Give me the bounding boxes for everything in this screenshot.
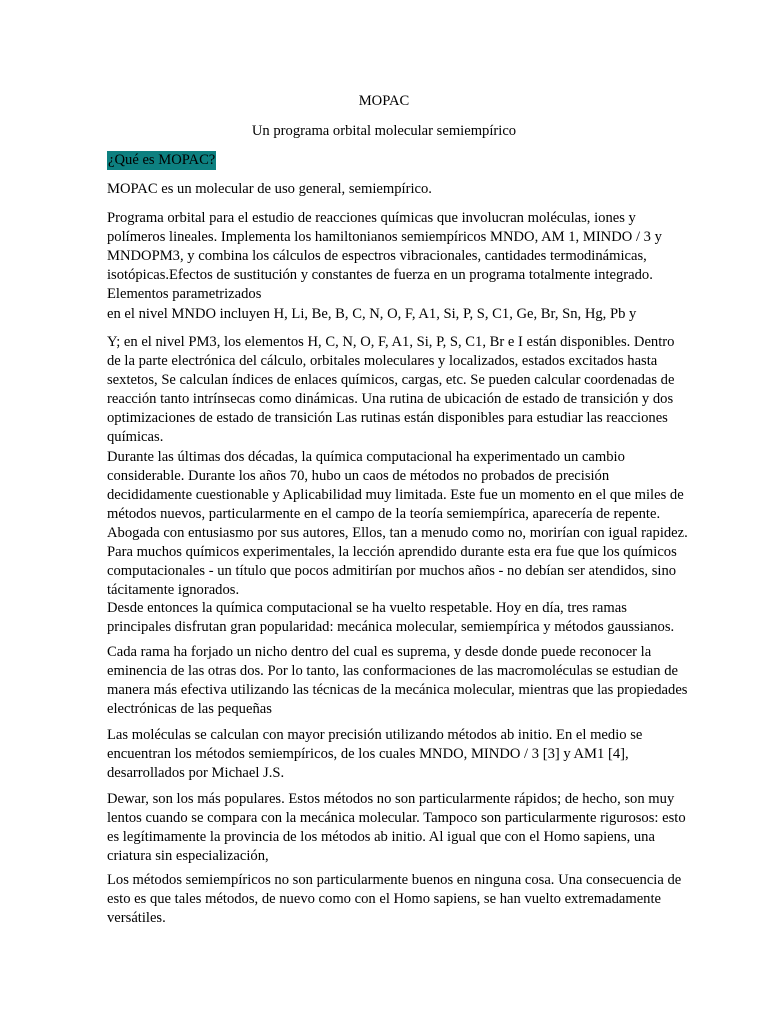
paragraph-line: principales disfrutan gran popularidad: mecánica molecular, semiempírica y métodos gaussianos. (107, 619, 675, 635)
document-subtitle: Un programa orbital molecular semiempírico (251, 123, 517, 139)
paragraph-ab-initio (107, 726, 667, 783)
paragraph-line: Durante las últimas dos décadas, la química computacional ha experimentado un cambio (107, 449, 625, 465)
paragraph-line: Desde entonces la química computacional se ha vuelto respetable. Hoy en día, tres ramas (107, 600, 627, 616)
document-title: MOPAC (358, 93, 410, 109)
paragraph-line: Los métodos semiempíricos no son particularmente buenos en ninguna cosa. Una consecuencia de (107, 872, 682, 888)
paragraph-line: Dewar, son los más populares. Estos métodos no son particularmente rápidos; de hecho, son muy (107, 791, 675, 807)
paragraph-versatile (107, 871, 682, 928)
paragraph-line: Para muchos químicos experimentales, la lección aprendido durante esta era fue que los químicos (107, 544, 677, 560)
paragraph-line: isotópicas.Efectos de sustitución y constantes de fuerza en un programa totalmente integrado. (107, 267, 653, 283)
paragraph-line: eminencia de las otras dos. Por lo tanto, las conformaciones de las macromoléculas se estudian de (107, 663, 679, 679)
paragraph-line: tácitamente ignorados. (107, 582, 240, 598)
paragraph-line: Programa orbital para el estudio de reacciones químicas que involucran moléculas, iones y (107, 210, 636, 226)
paragraph-line: de la parte electrónica del cálculo, orbitales moleculares y localizados, estados excitados hasta (107, 353, 658, 369)
paragraph-line: optimizaciones de estado de transición Las rutinas están disponibles para estudiar las reacciones (107, 410, 668, 426)
paragraph-pm3 (107, 333, 675, 447)
paragraph-line: considerable. Durante los años 70, hubo un caos de métodos no probados de precisión (107, 468, 610, 484)
paragraph-line: manera más efectiva utilizando las técnicas de la mecánica molecular, mientras que las propiedades (107, 682, 688, 698)
paragraph-dewar (107, 790, 686, 866)
section-heading: ¿Qué es MOPAC? (108, 152, 216, 168)
paragraph-line: es legítimamente la provincia de los métodos ab initio. Al igual que con el Homo sapiens, una (107, 829, 655, 845)
paragraph-line: versátiles. (107, 910, 166, 926)
paragraph-line: criatura sin especialización, (107, 848, 269, 864)
paragraph-line: lentos cuando se compara con la mecánica molecular. Tampoco son particularmente rigurosos: esto (107, 810, 686, 826)
paragraph-line: MNDOPM3, y combina los cálculos de espectros vibracionales, cantidades termodinámicas, (107, 248, 647, 264)
paragraph-branches (107, 599, 675, 637)
paragraph-line: Y; en el nivel PM3, los elementos H, C, N, O, F, A1, Si, P, S, C1, Br e I están disponibles. Dentro (107, 334, 675, 350)
paragraph-program (107, 209, 667, 304)
paragraph-line: encuentran los métodos semiempíricos, de los cuales MNDO, MINDO / 3 [3] y AM1 [4], (107, 746, 629, 762)
paragraph-line: computacionales - un título que pocos admitirían por muchos años - no debían ser atendidos, sino (107, 563, 677, 579)
paragraph-line: Las moléculas se calculan con mayor precisión utilizando métodos ab initio. En el medio se (107, 727, 643, 743)
paragraph-line: Cada rama ha forjado un nicho dentro del cual es suprema, y desde donde puede reconocer la (107, 644, 652, 660)
paragraph-line: químicas. (107, 429, 164, 445)
paragraph-mndo (107, 305, 667, 324)
paragraph-line: decididamente cuestionable y Aplicabilidad muy limitada. Este fue un momento en el que miles de (107, 487, 684, 503)
paragraph-line: electrónicas de las pequeñas (107, 701, 272, 717)
paragraph-line: Abogada con entusiasmo por sus autores, Ellos, tan a menudo como no, morirían con igual rapidez. (107, 525, 688, 541)
paragraph-niche (107, 643, 688, 719)
paragraph-line: sextetos, Se calculan índices de enlaces químicos, cargas, etc. Se pueden calcular coordenadas de (107, 372, 675, 388)
paragraph-line: Elementos parametrizados (107, 286, 262, 302)
paragraph-line: polímeros lineales. Implementa los hamiltonianos semiempíricos MNDO, AM 1, MINDO / 3 y (107, 229, 662, 245)
paragraph-history (107, 448, 688, 600)
paragraph-line: desarrollados por Michael J.S. (107, 765, 285, 781)
paragraph-line: en el nivel MNDO incluyen H, Li, Be, B, C, N, O, F, A1, Si, P, S, C1, Ge, Br, Sn, Hg, Pb y (107, 306, 637, 322)
paragraph-line: esto es que tales métodos, de nuevo como con el Homo sapiens, se han vuelto extremadamente (107, 891, 661, 907)
paragraph-line: reacción tanto intrínsecas como dinámicas. Una rutina de ubicación de estado de transición y dos (107, 391, 674, 407)
paragraph-line: MOPAC es un molecular de uso general, semiempírico. (107, 181, 432, 197)
paragraph-line: métodos nuevos, particularmente en el campo de la teoría semiempírica, aparecería de repente. (107, 506, 661, 522)
paragraph-intro (107, 180, 667, 199)
